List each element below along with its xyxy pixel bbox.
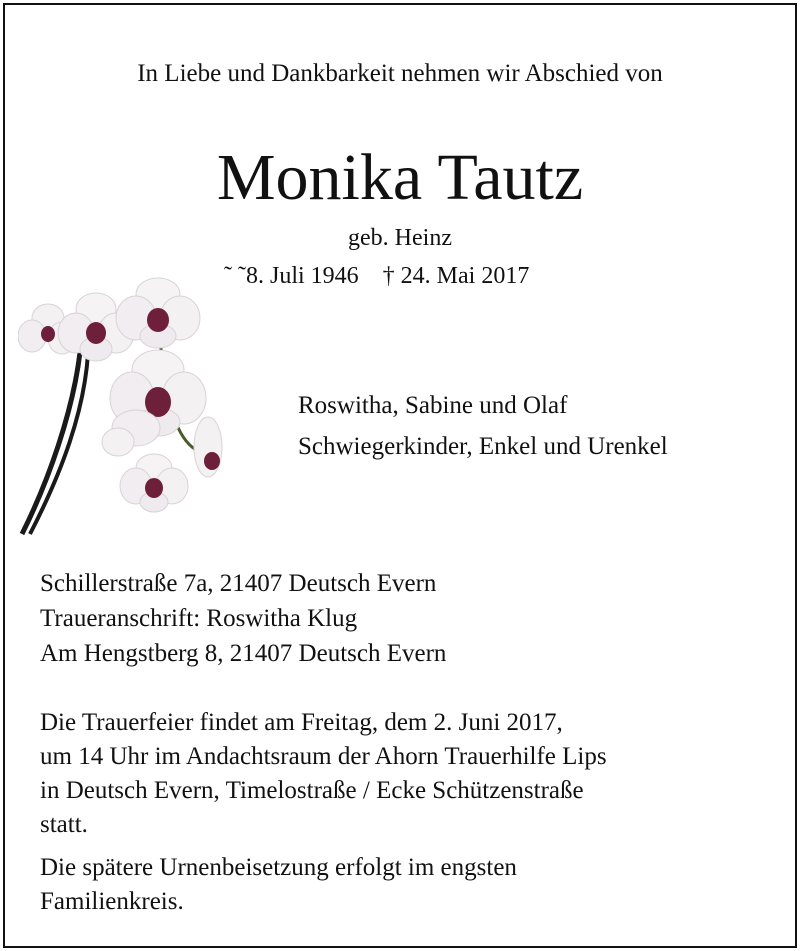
address-line: Traueranschrift: Roswitha Klug [40, 605, 358, 632]
birth-name: geb. Heinz [348, 225, 452, 251]
life-dates [224, 261, 529, 291]
address-block [40, 566, 446, 671]
death-symbol: † [382, 263, 395, 289]
address-line: Schillerstraße 7a, 21407 Deutsch Evern [40, 570, 437, 597]
ceremony-line: um 14 Uhr im Andachtsraum der Ahorn Trauerhilfe Lips [40, 743, 607, 770]
intro-line: In Liebe und Dankbarkeit nehmen wir Abschied von [137, 60, 663, 87]
ceremony-line: Die Trauerfeier findet am Freitag, dem 2. Juni 2017, [40, 709, 563, 736]
family-line: Roswitha, Sabine und Olaf [298, 392, 568, 419]
deceased-name: Monika Tautz [216, 141, 584, 214]
ceremony-line: statt. [40, 811, 88, 838]
address-line: Am Hengstberg 8, 21407 Deutsch Evern [40, 640, 447, 667]
death-date: 24. Mai 2017 [400, 263, 530, 289]
urn-line: Familienkreis. [40, 888, 184, 915]
urn-line: Die spätere Urnenbeisetzung erfolgt im engsten [40, 854, 517, 881]
ceremony-line: in Deutsch Evern, Timelostraße / Ecke Schützenstraße [40, 777, 584, 804]
birth-date: 8. Juli 1946 [245, 263, 359, 289]
family-line: Schwiegerkinder, Enkel und Urenkel [298, 433, 668, 460]
urn-burial-text [40, 851, 517, 919]
family-names [298, 385, 668, 467]
birth-symbol: ˜ ˜ [224, 263, 246, 289]
ceremony-text [40, 706, 607, 842]
orchid-flower-image [18, 272, 258, 544]
